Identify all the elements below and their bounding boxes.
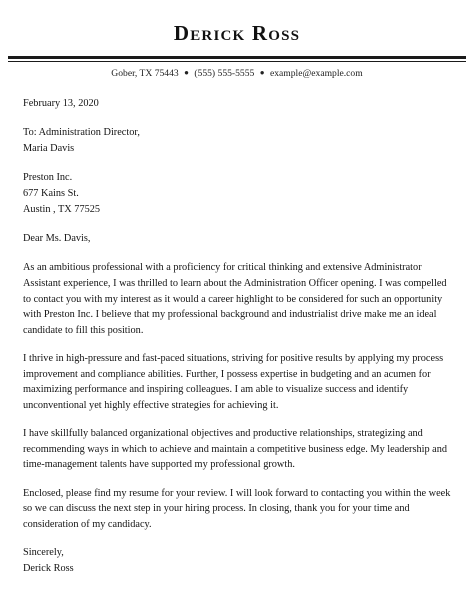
paragraph-line: to contact you with my interest as it would a career highlight to be considered for such an opportunity [23,293,443,305]
contact-address: Gober, TX 75443 [111,68,179,79]
paragraph-line: maximizing performance and inspiring colleagues. I am able to visualize success and identify [23,384,409,396]
header-rule-thin [8,61,466,62]
salutation-block [23,231,453,247]
company-city: Austin , TX 77525 [23,203,101,215]
paragraph-line: I have skillfully balanced organizational objectives and productive relationships, strategizing and [23,428,423,440]
header-rule-thick [8,56,466,59]
paragraph-3 [23,426,453,473]
contact-line [0,68,474,80]
paragraph-line: with Preston Inc. I believe that my professional background and industrialist drive make me an ideal [23,309,437,321]
letter-date-block [23,96,453,112]
contact-email: example@example.com [269,68,363,79]
paragraph-line: I thrive in high-pressure and fast-paced situations, striving for positive results by applying my process [23,353,444,365]
paragraph-line: recommending ways in which to achieve and maintain a competitive business edge. My leadership and [23,443,448,455]
paragraph-line: Assistant experience, I was thrilled to learn about the Administration Officer opening. I was compelled [23,277,447,289]
company-address-block [23,170,453,217]
paragraph-line: so we can discuss the next step in your hiring process. In closing, thank you for your time and [23,503,410,515]
recipient-name: Maria Davis [23,142,75,154]
letter-body [23,96,453,577]
paragraph-line: As an ambitious professional with a proficiency for critical thinking and extensive Administrator [23,262,422,274]
company-name: Preston Inc. [23,172,73,184]
recipient-title: To: Administration Director, [23,127,140,139]
signature-name: Derick Ross [23,563,74,575]
paragraph-2 [23,351,453,413]
paragraph-line: candidate to fill this position. [23,324,144,336]
paragraph-line: time-management talents have supported my professional growth. [23,459,295,471]
letterhead [0,21,474,45]
closing: Sincerely, [23,547,64,559]
letter-date: February 13, 2020 [23,98,99,109]
paragraph-4 [23,486,453,533]
paragraph-line: Enclosed, please find my resume for your review. I will look forward to contacting you within the week [23,487,451,499]
applicant-name: Derick Ross [173,21,301,45]
closing-block [23,545,453,576]
recipient-block [23,125,453,156]
paragraph-line: unconventional yet highly effective strategies for achieving it. [23,399,279,411]
paragraph-line: improvement and compliance abilities. Further, I possess expertise in budgeting and an acumen for [23,368,431,380]
bullet-separator-icon: ● [184,68,189,77]
contact-phone: (555) 555-5555 [194,68,255,79]
paragraph-line: consideration of my candidacy. [23,519,152,531]
salutation: Dear Ms. Davis, [23,232,91,244]
paragraph-1 [23,260,453,338]
bullet-separator-icon: ● [259,68,265,77]
company-street: 677 Kains St. [23,187,79,199]
